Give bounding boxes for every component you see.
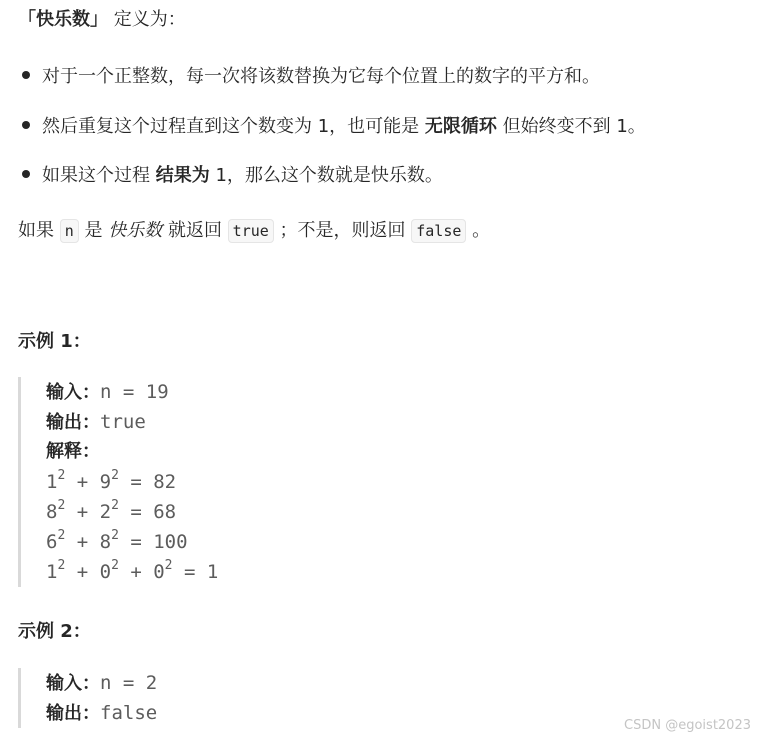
calc-result: 68 bbox=[153, 501, 177, 523]
output-label: 输出： bbox=[46, 703, 100, 724]
digit: 1 bbox=[46, 471, 58, 493]
digit: 2 bbox=[99, 501, 112, 523]
bullet-dot-icon bbox=[22, 71, 30, 79]
bullet-bold-text: 结果为 bbox=[155, 165, 210, 186]
digit: 0 bbox=[153, 561, 165, 583]
bullet-dot-icon bbox=[22, 121, 30, 129]
calc-result: 1 bbox=[206, 561, 219, 583]
example-2-heading: 示例 2： bbox=[18, 621, 91, 642]
exponent: 2 bbox=[57, 497, 66, 513]
example-2-block bbox=[18, 668, 726, 728]
calc-line: $1^2 + 9^2 = 82$ bbox=[46, 467, 177, 493]
inline-code-true: true bbox=[228, 219, 274, 243]
exponent: 2 bbox=[57, 557, 66, 573]
calc-line: $6^2 + 8^2 = 100$ bbox=[46, 527, 188, 553]
exponent: 2 bbox=[57, 467, 66, 483]
digit: 1 bbox=[46, 561, 58, 583]
bullet-text: 对于一个正整数，每一次将该数替换为它每个位置上的数字的平方和。 bbox=[42, 66, 600, 87]
text: 如果 bbox=[18, 220, 60, 241]
example-output bbox=[46, 407, 726, 437]
output-value: false bbox=[100, 702, 158, 724]
bullet-bold-text: 无限循环 bbox=[424, 116, 497, 137]
exponent: 2 bbox=[164, 557, 173, 573]
digit: 0 bbox=[99, 561, 112, 583]
explanation-label: 解释： bbox=[46, 441, 100, 462]
list-item bbox=[22, 112, 646, 138]
example-input bbox=[46, 377, 726, 407]
inline-code-n: n bbox=[60, 219, 79, 243]
exponent: 2 bbox=[111, 467, 119, 483]
example-1-heading: 示例 1： bbox=[18, 331, 91, 352]
inline-code-false: false bbox=[411, 219, 466, 243]
list-item bbox=[22, 62, 600, 88]
calc-line: $8^2 + 2^2 = 68$ bbox=[46, 497, 177, 523]
example-input bbox=[46, 668, 726, 698]
exponent: 2 bbox=[57, 527, 66, 543]
exponent: 2 bbox=[111, 527, 119, 543]
list-item bbox=[22, 161, 443, 187]
bullet-text: 然后重复这个过程直到这个数变为 1，也可能是 bbox=[42, 116, 425, 137]
bullet-dot-icon bbox=[22, 170, 30, 178]
input-value: n = 2 bbox=[100, 672, 158, 694]
bullet-text: 但始终变不到 1。 bbox=[496, 116, 646, 137]
text: 就返回 bbox=[162, 220, 228, 241]
intro-line bbox=[18, 5, 186, 31]
input-label: 输入： bbox=[46, 673, 100, 694]
output-label: 输出： bbox=[46, 412, 100, 433]
bullet-text: 如果这个过程 bbox=[42, 165, 156, 186]
text: 。 bbox=[466, 220, 491, 241]
text: ；不是，则返回 bbox=[273, 220, 412, 241]
example-1-block bbox=[18, 377, 726, 587]
csdn-watermark: CSDN @egoist2023 bbox=[624, 718, 751, 733]
output-value: true bbox=[100, 411, 146, 433]
exponent: 2 bbox=[111, 557, 119, 573]
text: 是 bbox=[78, 220, 109, 241]
happy-number-italic: 快乐数 bbox=[108, 220, 163, 241]
exponent: 2 bbox=[111, 497, 119, 513]
example-explanation bbox=[46, 437, 726, 467]
digit: 6 bbox=[46, 531, 58, 553]
intro-suffix: 定义为： bbox=[108, 9, 186, 30]
calc-result: 82 bbox=[153, 471, 177, 493]
return-description bbox=[18, 216, 490, 242]
calc-line: $1^2 + 0^2 + 0^2 = 1$ bbox=[46, 557, 219, 583]
digit: 8 bbox=[99, 531, 112, 553]
bullet-text: 1，那么这个数就是快乐数。 bbox=[209, 165, 443, 186]
calc-result: 100 bbox=[153, 531, 188, 553]
input-label: 输入： bbox=[46, 382, 100, 403]
input-value: n = 19 bbox=[100, 381, 169, 403]
digit: 8 bbox=[46, 501, 58, 523]
happy-number-term: 「快乐数」 bbox=[18, 9, 108, 30]
digit: 9 bbox=[99, 471, 112, 493]
